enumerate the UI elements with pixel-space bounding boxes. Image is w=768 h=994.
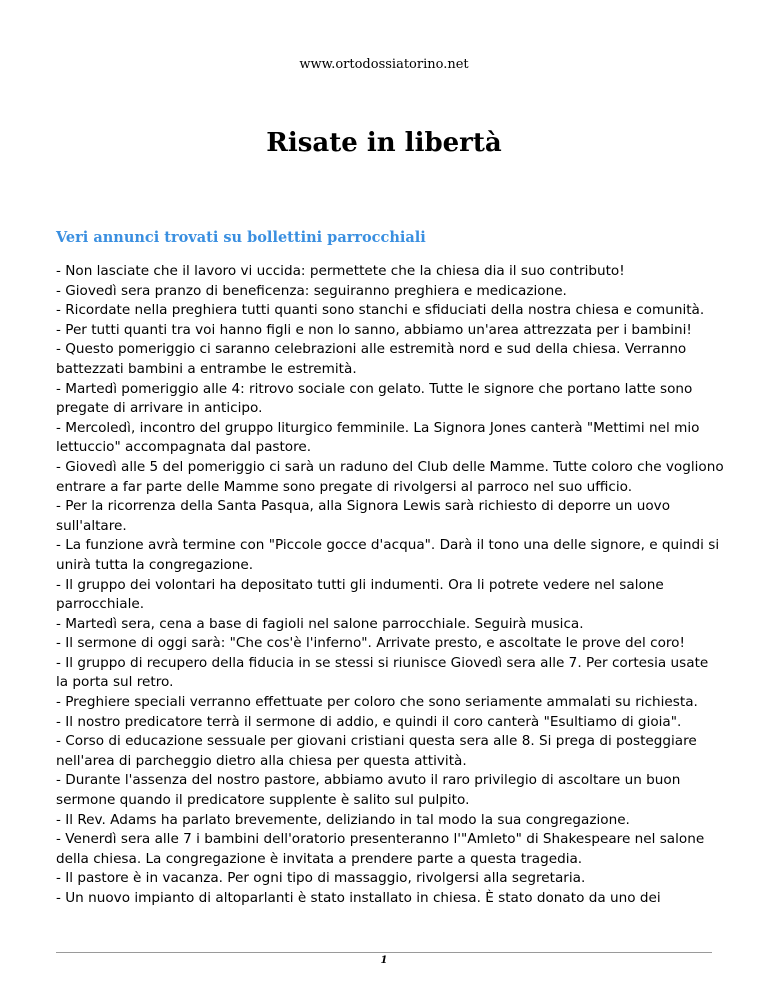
announcement-item: - Questo pomeriggio ci saranno celebrazioni alle estremità nord e sud della chiesa. Verranno battezzati bambini a entrambe le estremità. <box>56 341 687 377</box>
announcement-item: - Mercoledì, incontro del gruppo liturgico femminile. La Signora Jones canterà "Mettimi nel mio lettuccio" accompagnata dal pastore. <box>56 419 700 456</box>
page-number: 1 <box>380 955 388 966</box>
announcement-item: - Il Rev. Adams ha parlato brevemente, deliziando in tal modo la sua congregazione. <box>56 811 630 828</box>
announcement-list <box>56 262 724 909</box>
footer-divider <box>56 952 712 953</box>
announcement-item: - Non lasciate che il lavoro vi uccida: permettete che la chiesa dia il suo contributo! <box>56 263 625 279</box>
announcement-item: - Martedì pomeriggio alle 4: ritrovo sociale con gelato. Tutte le signore che portano latte sono pregate di arrivare in anticipo. <box>56 380 693 417</box>
announcement-item: - La funzione avrà termine con "Piccole gocce d'acqua". Darà il tono una delle signore, e quindi si unirà tutta la congregazione. <box>56 537 720 573</box>
announcement-item: - Un nuovo impianto di altoparlanti è stato installato in chiesa. È stato donato da uno dei <box>56 890 661 906</box>
page-title: Risate in libertà <box>266 128 502 158</box>
announcement-item: - Giovedì sera pranzo di beneficenza: seguiranno preghiera e medicazione. <box>56 282 567 299</box>
announcement-item: - Il sermone di oggi sarà: "Che cos'è l'inferno". Arrivate presto, e ascoltate le prove del coro! <box>56 635 685 652</box>
announcement-item: - Ricordate nella preghiera tutti quanti sono stanchi e sfiduciati della nostra chiesa e comunità. <box>56 302 705 319</box>
announcement-item: - Il nostro predicatore terrà il sermone di addio, e quindi il coro canterà "Esultiamo di gioia". <box>56 713 682 730</box>
announcement-item: - Per la ricorrenza della Santa Pasqua, alla Signora Lewis sarà richiesto di deporre un uovo sull'altare. <box>56 498 671 534</box>
site-url-header: www.ortodossiatorino.net <box>299 57 469 72</box>
announcement-item: - Martedì sera, cena a base di fagioli nel salone parrocchiale. Seguirà musica. <box>56 615 584 632</box>
announcement-item: - Venerdì sera alle 7 i bambini dell'oratorio presenteranno l'"Amleto" di Shakespeare nel salone della chiesa. La congregazione è invitata a prendere parte a questa tragedia. <box>56 831 705 867</box>
announcement-item: - Il pastore è in vacanza. Per ogni tipo di massaggio, rivolgersi alla segretaria. <box>56 870 586 887</box>
announcement-item: - Corso di educazione sessuale per giovani cristiani questa sera alle 8. Si prega di posteggiare nell'area di parcheggio dietro alla chiesa per questa attività. <box>56 733 697 769</box>
announcement-item: - Il gruppo dei volontari ha depositato tutti gli indumenti. Ora li potrete vedere nel salone parrocchiale. <box>56 576 664 613</box>
announcement-item: - Il gruppo di recupero della fiducia in se stessi si riunisce Giovedì sera alle 7. Per cortesia usate la porta sul retro. <box>56 654 709 691</box>
announcement-item: - Preghiere speciali verranno effettuate per coloro che sono seriamente ammalati su richiesta. <box>56 694 698 711</box>
section-heading: Veri annunci trovati su bollettini parrocchiali <box>56 229 426 246</box>
announcement-item: - Giovedì alle 5 del pomeriggio ci sarà un raduno del Club delle Mamme. Tutte coloro che vogliono entrare a far parte delle Mamme sono pregate di rivolgersi al parroco nel suo ufficio. <box>56 458 724 495</box>
announcement-item: - Durante l'assenza del nostro pastore, abbiamo avuto il raro privilegio di ascoltare un buon sermone quando il predicatore supplente è salito sul pulpito. <box>56 772 681 809</box>
announcement-item: - Per tutti quanti tra voi hanno figli e non lo sanno, abbiamo un'area attrezzata per i bambini! <box>56 321 692 338</box>
